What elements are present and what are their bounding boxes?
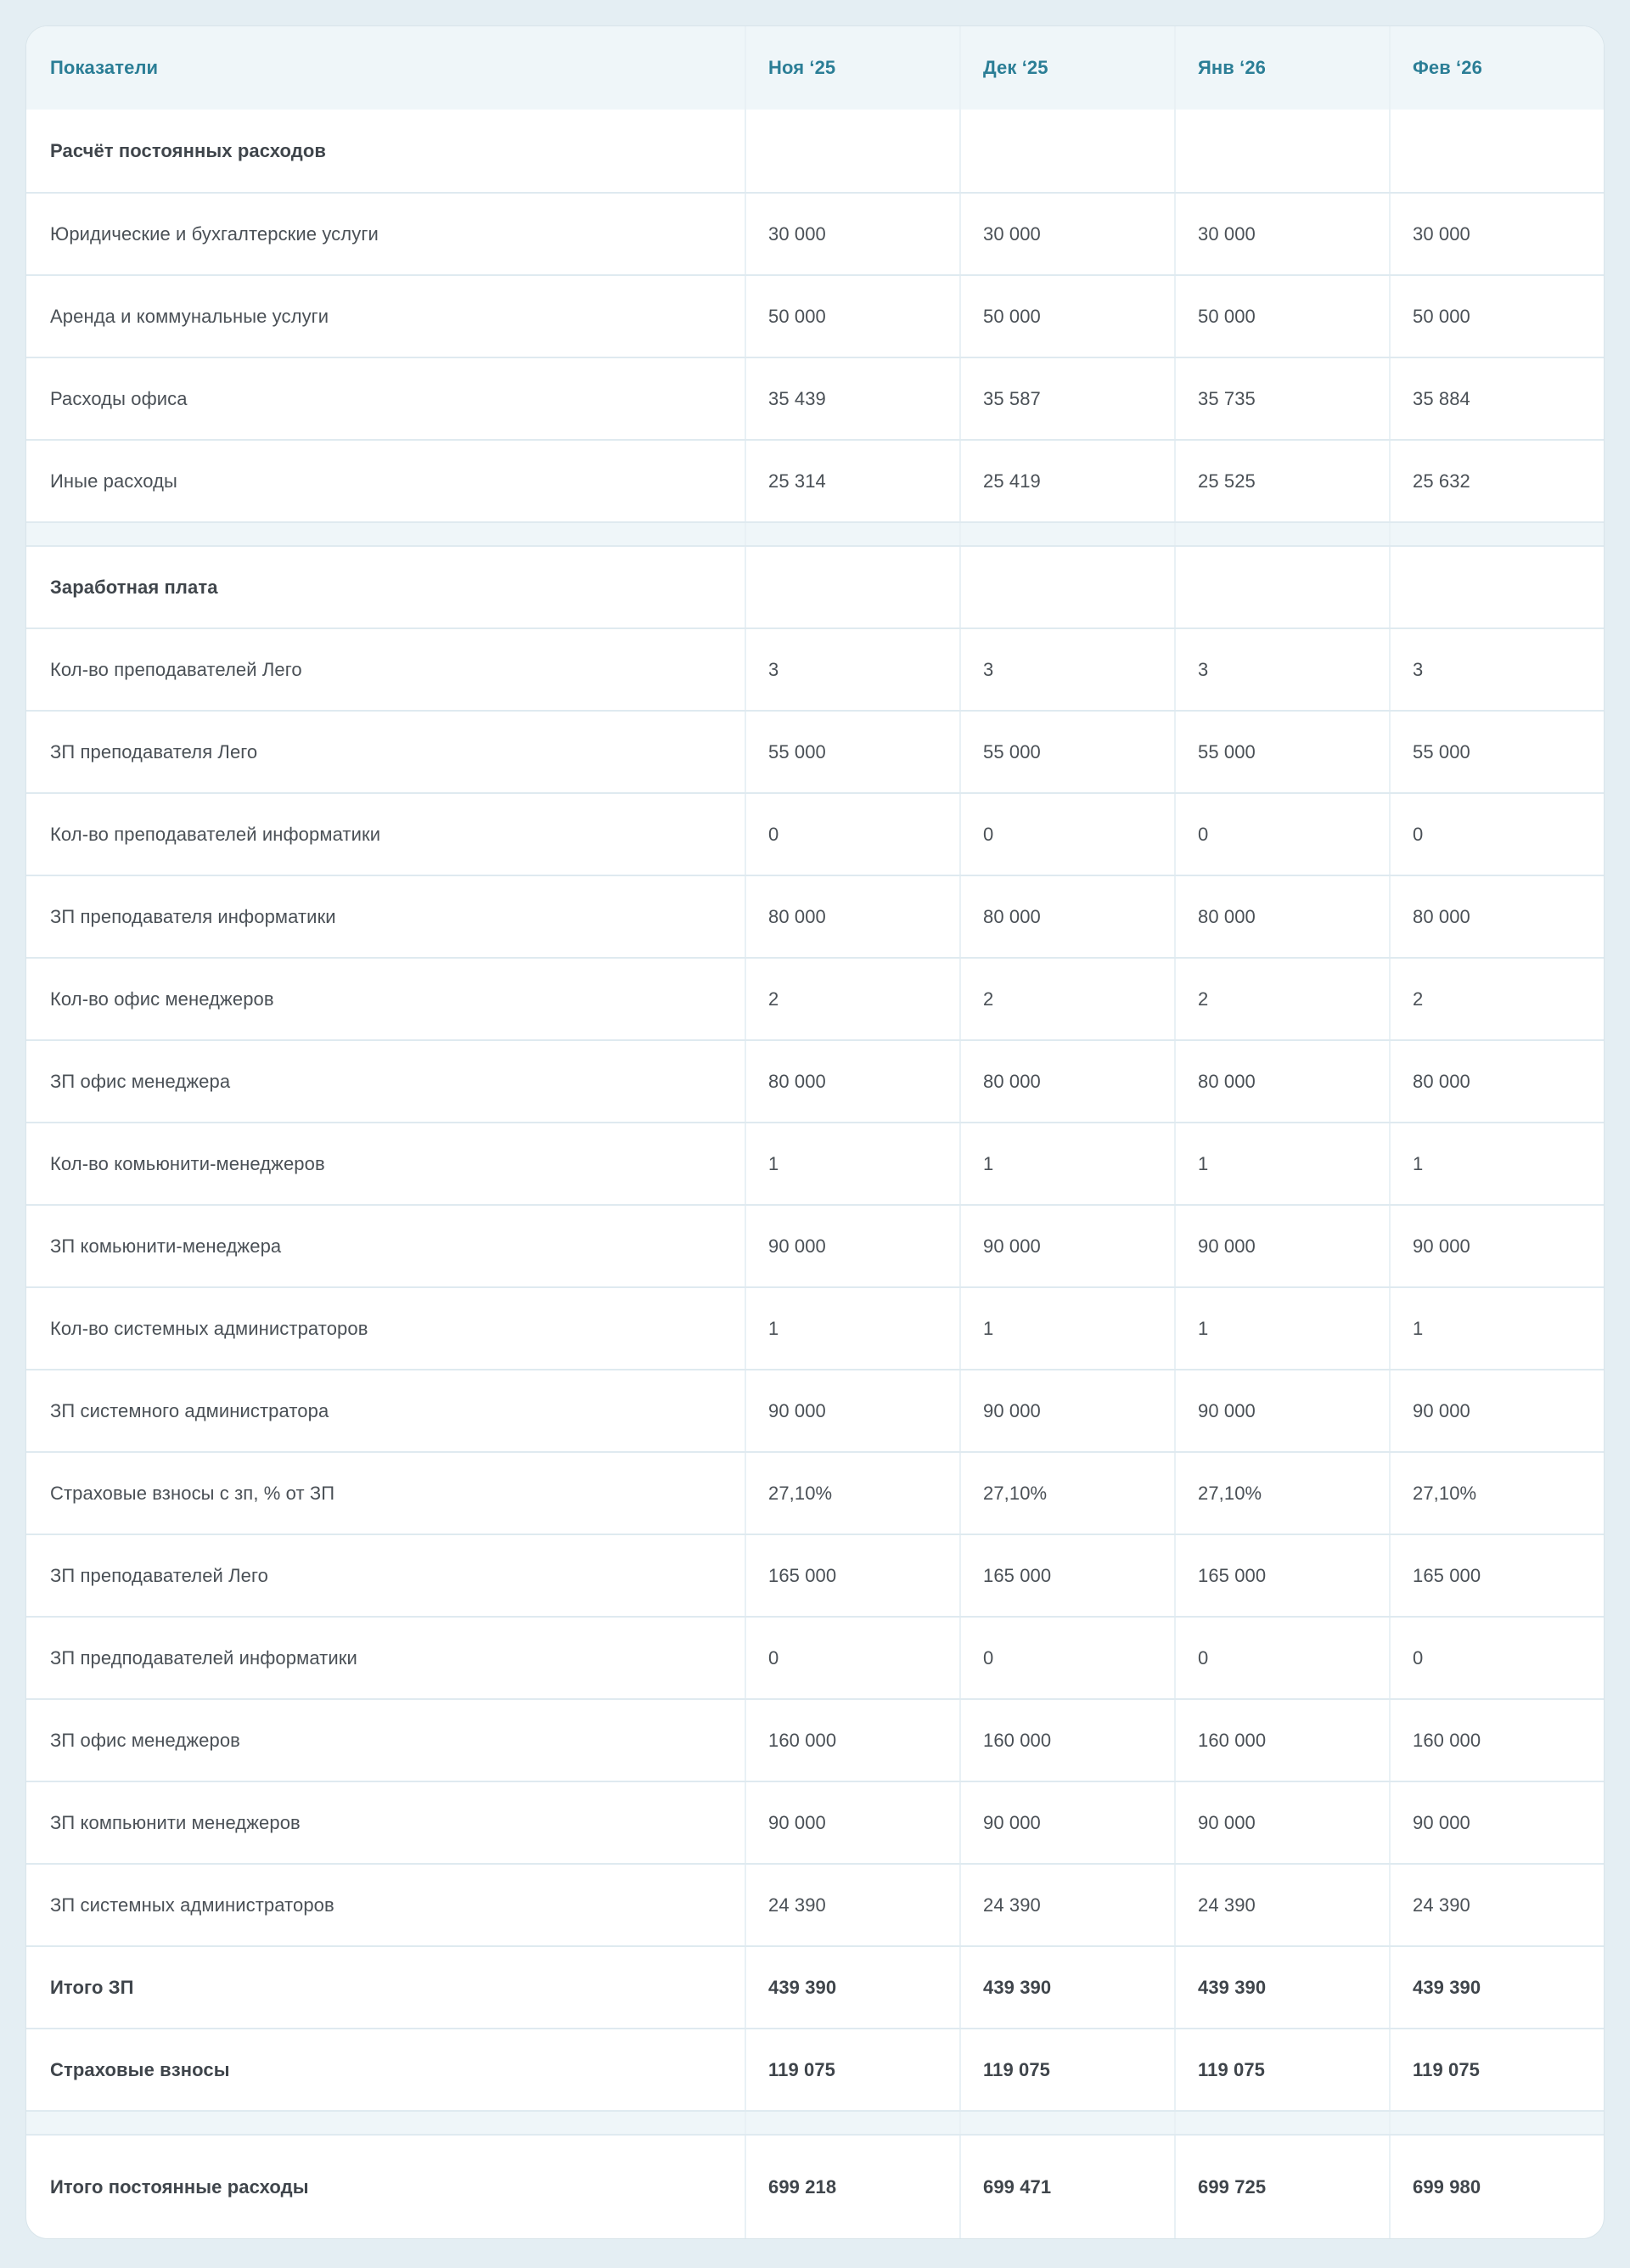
cell-value: 3 [1389, 629, 1604, 710]
cell-value: 699 980 [1389, 2136, 1604, 2238]
cell-value: 35 735 [1174, 358, 1389, 439]
table-row [26, 1863, 1604, 1945]
table-row [26, 1204, 1604, 1286]
cell-value: 90 000 [1389, 1370, 1604, 1451]
cell-value: 0 [1389, 794, 1604, 875]
table-row [26, 1698, 1604, 1781]
cell-value: 50 000 [1389, 276, 1604, 357]
total-row [26, 1945, 1604, 2028]
cell-value: 50 000 [745, 276, 959, 357]
cell-value: 55 000 [959, 712, 1174, 792]
section-header-row [26, 110, 1604, 192]
cell-value: 1 [1174, 1123, 1389, 1204]
total-row [26, 2028, 1604, 2110]
cell-value: 165 000 [959, 1535, 1174, 1616]
cell-value: 27,10% [1174, 1453, 1389, 1534]
cell-value: 80 000 [959, 876, 1174, 957]
cell-value [1389, 523, 1604, 545]
cell-value: 80 000 [1389, 876, 1604, 957]
table-body [26, 110, 1604, 2238]
table-row [26, 957, 1604, 1039]
cell-value: 1 [959, 1288, 1174, 1369]
cell-value [1389, 110, 1604, 192]
spacer-row [26, 2110, 1604, 2134]
row-label: ЗП преподавателей Лего [50, 1564, 268, 1586]
cell-value: 1 [1389, 1123, 1604, 1204]
cell-value: 25 632 [1389, 441, 1604, 521]
cell-value: 24 390 [959, 1865, 1174, 1945]
cell-value: 119 075 [1389, 2029, 1604, 2110]
row-label: ЗП офис менеджеров [50, 1729, 240, 1751]
total-row [26, 2134, 1604, 2238]
row-label: Иные расходы [50, 470, 177, 492]
cell-value: 160 000 [959, 1700, 1174, 1781]
cell-value: 160 000 [1174, 1700, 1389, 1781]
cell-value [1389, 547, 1604, 627]
table-row [26, 1286, 1604, 1369]
table-row [26, 1122, 1604, 1204]
row-label: Заработная плата [50, 576, 218, 598]
cell-value [745, 110, 959, 192]
row-label: Страховые взносы с зп, % от ЗП [50, 1482, 335, 1504]
cell-value: 50 000 [1174, 276, 1389, 357]
cell-value: 25 525 [1174, 441, 1389, 521]
cell-value: 27,10% [1389, 1453, 1604, 1534]
cell-value: 699 725 [1174, 2136, 1389, 2238]
cell-value: 0 [745, 1618, 959, 1698]
cell-value: 0 [1174, 1618, 1389, 1698]
spacer-row [26, 521, 1604, 545]
cell-value: 80 000 [1174, 1041, 1389, 1122]
cell-value: 160 000 [745, 1700, 959, 1781]
fixed-expenses-table [25, 25, 1605, 2239]
cell-value: 90 000 [745, 1370, 959, 1451]
column-header: Ноя ‘25 [745, 26, 959, 110]
cell-value: 1 [745, 1123, 959, 1204]
row-label: Страховые взносы [50, 2058, 230, 2080]
cell-value: 24 390 [1174, 1865, 1389, 1945]
row-label: ЗП преподавателя информатики [50, 905, 336, 927]
cell-value: 27,10% [745, 1453, 959, 1534]
cell-value: 90 000 [745, 1206, 959, 1286]
cell-value: 119 075 [745, 2029, 959, 2110]
cell-value: 90 000 [745, 1782, 959, 1863]
cell-value [745, 547, 959, 627]
cell-value: 1 [1174, 1288, 1389, 1369]
row-label: ЗП преподавателя Лего [50, 740, 258, 763]
cell-value [1174, 2112, 1389, 2134]
table-row [26, 710, 1604, 792]
cell-value: 3 [745, 629, 959, 710]
row-label: ЗП офис менеджера [50, 1070, 231, 1092]
cell-value: 55 000 [1174, 712, 1389, 792]
cell-value: 2 [959, 959, 1174, 1039]
table-row [26, 1781, 1604, 1863]
cell-value: 25 419 [959, 441, 1174, 521]
row-label: Итого постоянные расходы [50, 2175, 309, 2198]
cell-value: 439 390 [745, 1947, 959, 2028]
cell-value: 35 439 [745, 358, 959, 439]
row-label [26, 523, 745, 545]
cell-value: 90 000 [1174, 1206, 1389, 1286]
cell-value [1389, 2112, 1604, 2134]
table-row [26, 439, 1604, 521]
cell-value: 439 390 [1389, 1947, 1604, 2028]
row-label: ЗП компьюнити менеджеров [50, 1811, 301, 1833]
cell-value [1174, 547, 1389, 627]
cell-value: 30 000 [745, 194, 959, 274]
cell-value: 35 884 [1389, 358, 1604, 439]
cell-value: 90 000 [1174, 1782, 1389, 1863]
column-header: Показатели [50, 57, 159, 78]
row-label: Кол-во системных администраторов [50, 1317, 368, 1339]
table-row [26, 1369, 1604, 1451]
row-label: ЗП предподавателей информатики [50, 1646, 357, 1669]
column-header: Дек ‘25 [959, 26, 1174, 110]
cell-value: 90 000 [1174, 1370, 1389, 1451]
row-label: Итого ЗП [50, 1976, 134, 1998]
cell-value: 439 390 [1174, 1947, 1389, 2028]
cell-value: 3 [1174, 629, 1389, 710]
cell-value [745, 523, 959, 545]
row-label: ЗП системного администратора [50, 1399, 329, 1421]
column-header: Фев ‘26 [1389, 26, 1604, 110]
cell-value: 119 075 [1174, 2029, 1389, 2110]
cell-value: 2 [1174, 959, 1389, 1039]
row-label: ЗП комьюнити-менеджера [50, 1235, 282, 1257]
cell-value: 80 000 [745, 1041, 959, 1122]
cell-value: 1 [959, 1123, 1174, 1204]
table-row [26, 875, 1604, 957]
table-row [26, 1451, 1604, 1534]
cell-value: 80 000 [1174, 876, 1389, 957]
column-header: Янв ‘26 [1174, 26, 1389, 110]
cell-value: 24 390 [745, 1865, 959, 1945]
cell-value: 90 000 [959, 1370, 1174, 1451]
row-label: Кол-во офис менеджеров [50, 988, 274, 1010]
cell-value: 30 000 [959, 194, 1174, 274]
cell-value: 55 000 [1389, 712, 1604, 792]
cell-value [1174, 523, 1389, 545]
cell-value: 90 000 [1389, 1206, 1604, 1286]
cell-value: 30 000 [1174, 194, 1389, 274]
cell-value: 0 [959, 794, 1174, 875]
cell-value: 0 [1389, 1618, 1604, 1698]
cell-value: 30 000 [1389, 194, 1604, 274]
cell-value: 699 218 [745, 2136, 959, 2238]
cell-value: 90 000 [959, 1782, 1174, 1863]
row-label [26, 2112, 745, 2134]
cell-value: 55 000 [745, 712, 959, 792]
row-label: Кол-во преподавателей Лего [50, 658, 302, 680]
cell-value: 80 000 [1389, 1041, 1604, 1122]
table-row [26, 192, 1604, 274]
row-label: Кол-во комьюнити-менеджеров [50, 1152, 325, 1174]
row-label: Расходы офиса [50, 387, 188, 409]
cell-value: 80 000 [959, 1041, 1174, 1122]
table-row [26, 1039, 1604, 1122]
cell-value: 160 000 [1389, 1700, 1604, 1781]
table-row [26, 792, 1604, 875]
cell-value: 25 314 [745, 441, 959, 521]
cell-value: 699 471 [959, 2136, 1174, 2238]
cell-value: 165 000 [1174, 1535, 1389, 1616]
table-header-row [26, 26, 1604, 110]
row-label: Кол-во преподавателей информатики [50, 823, 381, 845]
cell-value: 1 [745, 1288, 959, 1369]
cell-value: 24 390 [1389, 1865, 1604, 1945]
cell-value: 90 000 [959, 1206, 1174, 1286]
cell-value [959, 547, 1174, 627]
cell-value: 27,10% [959, 1453, 1174, 1534]
row-label: Аренда и коммунальные услуги [50, 305, 329, 327]
cell-value: 90 000 [1389, 1782, 1604, 1863]
cell-value: 1 [1389, 1288, 1604, 1369]
row-label: Юридические и бухгалтерские услуги [50, 222, 379, 245]
section-header-row [26, 545, 1604, 627]
cell-value: 0 [745, 794, 959, 875]
cell-value [959, 523, 1174, 545]
table-row [26, 1534, 1604, 1616]
cell-value [959, 2112, 1174, 2134]
cell-value: 439 390 [959, 1947, 1174, 2028]
table-row [26, 274, 1604, 357]
row-label: Расчёт постоянных расходов [50, 139, 327, 161]
cell-value: 80 000 [745, 876, 959, 957]
cell-value: 2 [745, 959, 959, 1039]
cell-value [745, 2112, 959, 2134]
cell-value: 2 [1389, 959, 1604, 1039]
cell-value [1174, 110, 1389, 192]
cell-value: 3 [959, 629, 1174, 710]
cell-value: 119 075 [959, 2029, 1174, 2110]
cell-value: 0 [959, 1618, 1174, 1698]
row-label: ЗП системных администраторов [50, 1894, 334, 1916]
table-row [26, 627, 1604, 710]
table-row [26, 357, 1604, 439]
cell-value: 165 000 [1389, 1535, 1604, 1616]
table-row [26, 1616, 1604, 1698]
cell-value: 35 587 [959, 358, 1174, 439]
cell-value [959, 110, 1174, 192]
cell-value: 50 000 [959, 276, 1174, 357]
cell-value: 165 000 [745, 1535, 959, 1616]
cell-value: 0 [1174, 794, 1389, 875]
